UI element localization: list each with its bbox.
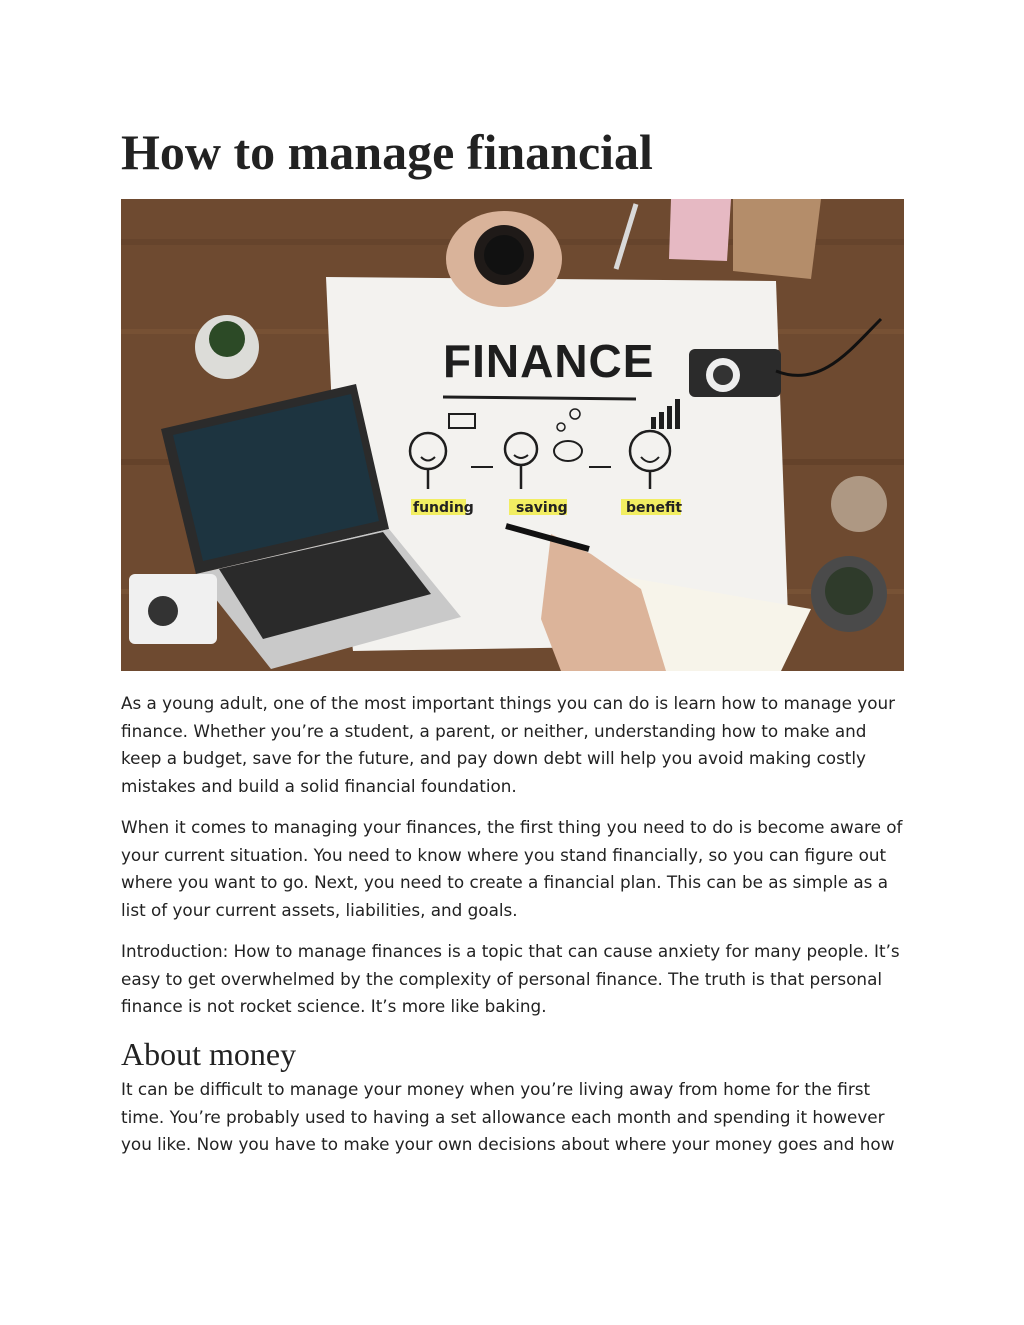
- paragraph: Introduction: How to manage finances is a topic that can cause anxiety for many people. It’s easy to get overwhelmed by the complexity of personal finance. The truth is that personal finance is not rocket science. It’s more like baking.: [121, 941, 900, 1017]
- hero-image-finance-desk: [121, 199, 904, 671]
- section-heading: About money: [121, 1036, 297, 1072]
- hero-label-saving: saving: [516, 500, 568, 516]
- paragraph: As a young adult, one of the most important things you can do is learn how to manage your finance. Whether you’re a student, a parent, or neither, understanding how to make and keep a budget, save for the future, and pay down debt will help you avoid making costly mistakes and build a solid financial foundation.: [121, 693, 896, 797]
- hero-whiteboard-title: FINANCE: [443, 335, 655, 387]
- page-title: How to manage financial: [121, 124, 653, 180]
- paragraph: When it comes to managing your finances, the first thing you need to do is become aware of your current situation. You need to know where you stand financially, so you can figure out where you want to go. Next, you need to create a financial plan. This can be as simple as a list of your current assets, liabilities, and goals.: [121, 817, 903, 921]
- paragraph: It can be difficult to manage your money when you’re living away from home for the first time. You’re probably used to having a set allowance each month and spending it however you like. Now you have to make your own decisions about where your money goes and how: [121, 1079, 895, 1155]
- hero-label-funding: funding: [413, 500, 474, 516]
- hero-label-benefit: benefit: [626, 500, 683, 516]
